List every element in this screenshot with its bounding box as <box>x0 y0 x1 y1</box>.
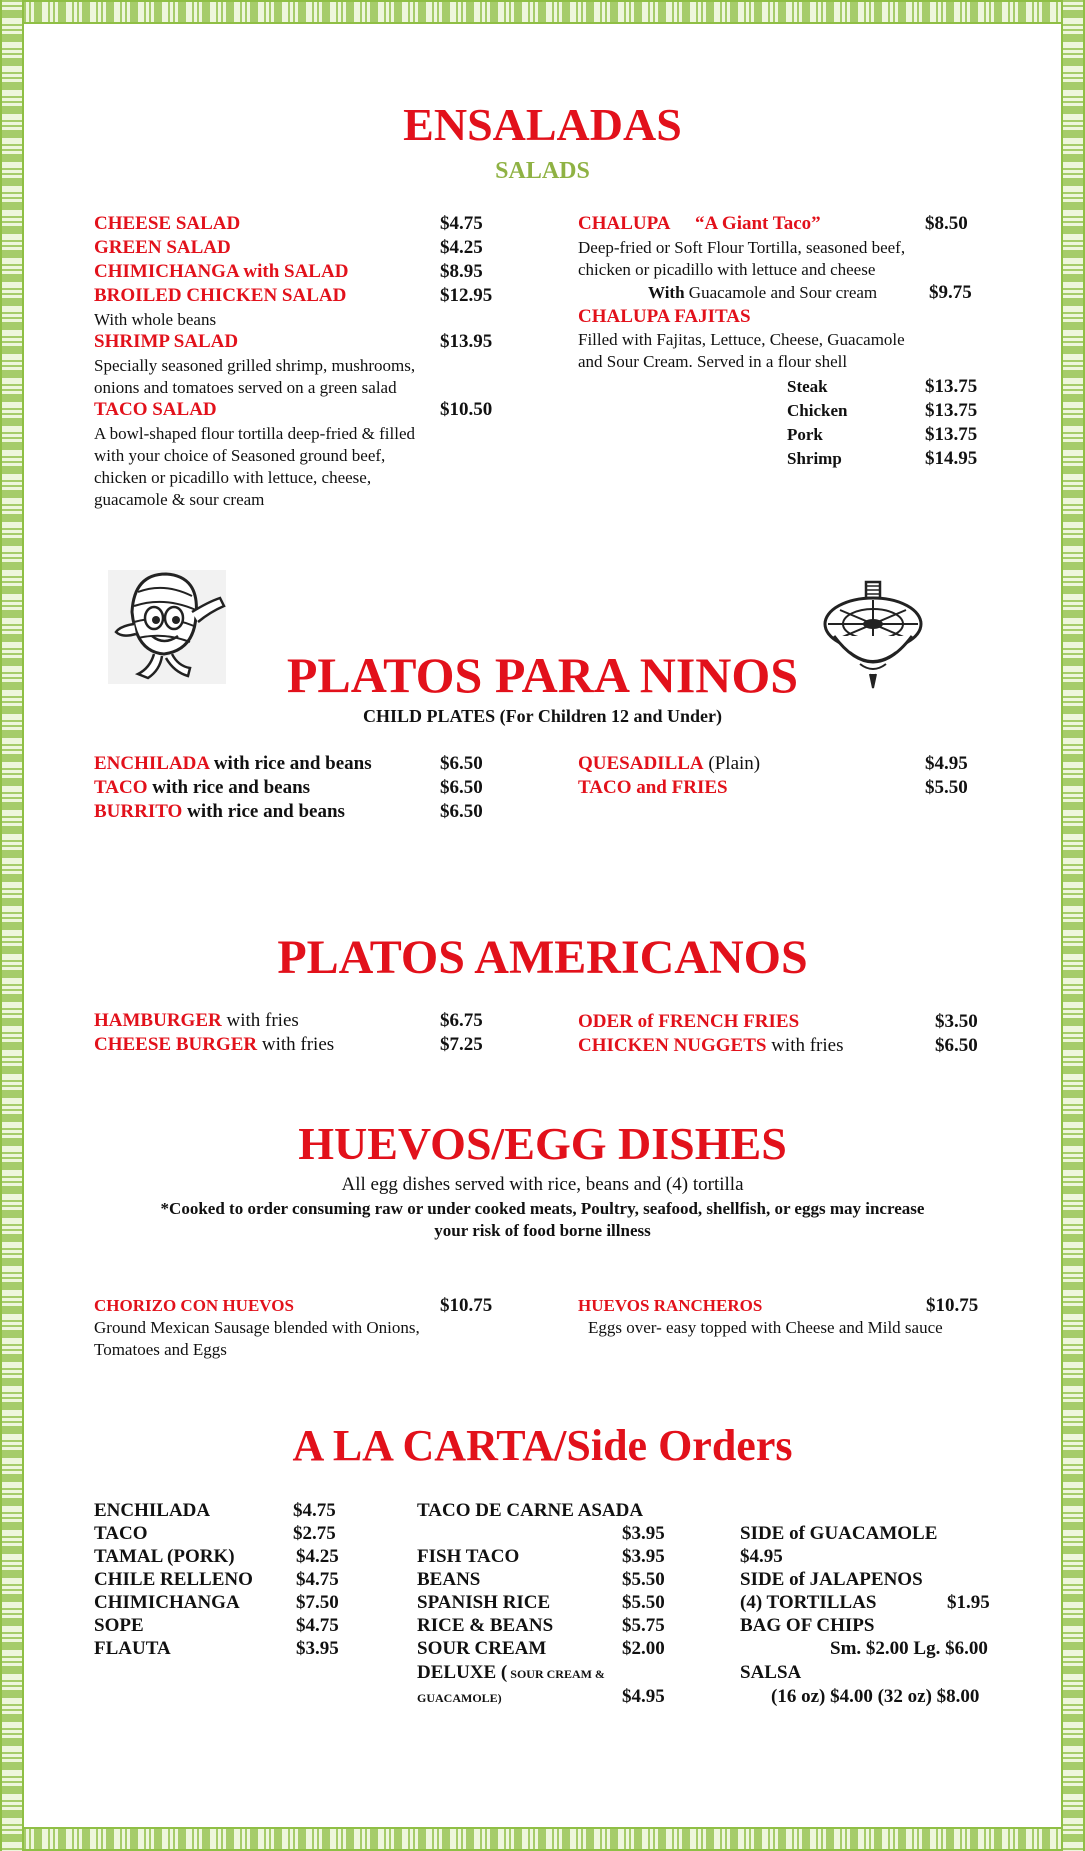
salsa-price: (16 oz) $4.00 (32 oz) $8.00 <box>771 1686 980 1707</box>
chalupa-fajitas-desc-1: Filled with Fajitas, Lettuce, Cheese, Guacamole <box>578 330 905 349</box>
american-right-item <box>578 1034 844 1058</box>
salad-item-desc: A bowl-shaped flour tortilla deep-fried & filled <box>94 424 416 443</box>
side-item-name: FLAUTA <box>94 1638 171 1659</box>
kids-left-item-price: $6.50 <box>440 753 483 774</box>
side-item-price: $4.25 <box>296 1546 339 1567</box>
salad-item-desc: With whole beans <box>94 310 217 329</box>
guacamole-price: $4.95 <box>740 1546 783 1567</box>
border-left <box>0 0 24 1851</box>
kids-left-item-price: $6.50 <box>440 777 483 798</box>
chorizo-price: $10.75 <box>440 1295 493 1316</box>
chorizo-name: CHORIZO CON HUEVOS <box>94 1296 294 1315</box>
salad-item-desc: onions and tomatoes served on a green salad <box>94 378 397 397</box>
kids-left-item-price: $6.50 <box>440 801 483 822</box>
american-left-item-price: $6.75 <box>440 1010 483 1031</box>
fajitas-option-name: Shrimp <box>787 449 842 468</box>
tortillas-price: $1.95 <box>947 1592 990 1613</box>
american-left-item-name: HAMBURGER <box>94 1010 222 1031</box>
salad-item-price: $13.95 <box>440 331 493 352</box>
chalupa-with-price: $9.75 <box>929 282 972 303</box>
chalupa-with-text: Guacamole and Sour cream <box>684 283 878 302</box>
salad-item-price: $4.25 <box>440 237 483 258</box>
side-item-name: SOPE <box>94 1615 144 1636</box>
fajitas-option-name: Pork <box>787 425 823 444</box>
side-item-name: TACO <box>94 1523 148 1544</box>
guacamole-name: SIDE of GUACAMOLE <box>740 1523 938 1544</box>
jalapenos-name: SIDE of JALAPENOS <box>740 1569 923 1590</box>
kids-left-item-detail: with rice and beans <box>182 801 345 822</box>
deluxe-price: $4.95 <box>622 1686 665 1707</box>
chorizo-desc-1: Ground Mexican Sausage blended with Onions, <box>94 1318 420 1337</box>
side-item-name: SOUR CREAM <box>417 1638 547 1659</box>
american-title: PLATOS AMERICANOS <box>277 931 808 984</box>
salad-item-desc: guacamole & sour cream <box>94 490 265 509</box>
border-right <box>1061 0 1085 1851</box>
chips-price: Sm. $2.00 Lg. $6.00 <box>830 1638 988 1659</box>
fajitas-option-price: $13.75 <box>925 424 978 445</box>
side-item-name: FISH TACO <box>417 1546 520 1567</box>
salad-item-name: BROILED CHICKEN SALAD <box>94 285 347 306</box>
american-left-item <box>94 1009 299 1033</box>
salad-item-desc: Specially seasoned grilled shrimp, mushrooms, <box>94 356 416 375</box>
salad-item-desc: chicken or picadillo with lettuce, cheese, <box>94 468 372 487</box>
side-item-price: $3.95 <box>622 1546 665 1567</box>
fajitas-option-price: $13.75 <box>925 376 978 397</box>
kids-right-item-price: $5.50 <box>925 777 968 798</box>
chalupa-fajitas-desc-2: and Sour Cream. Served in a flour shell <box>578 352 848 371</box>
side-item-name: SPANISH RICE <box>417 1592 551 1613</box>
american-left-item <box>94 1033 334 1057</box>
chips-name: BAG OF CHIPS <box>740 1615 875 1636</box>
salad-item-name: SHRIMP SALAD <box>94 331 239 352</box>
side-item-price: $3.95 <box>296 1638 339 1659</box>
kids-left-item-name: ENCHILADA <box>94 753 210 774</box>
salad-item-name: GREEN SALAD <box>94 237 231 258</box>
border-bottom <box>0 1827 1085 1851</box>
deluxe-label: DELUXE ( <box>417 1662 508 1683</box>
fajitas-option-name: Chicken <box>787 401 848 420</box>
side-item-price: $7.50 <box>296 1592 339 1613</box>
kids-left-item <box>94 776 310 800</box>
kids-left-item-detail: with rice and beans <box>147 777 311 798</box>
kids-right-item-price: $4.95 <box>925 753 968 774</box>
side-item-name: CHILE RELLENO <box>94 1569 253 1590</box>
side-item-name: RICE & BEANS <box>417 1615 554 1636</box>
american-right-item <box>578 1010 799 1034</box>
chalupa-tag: “A Giant Taco” <box>695 213 821 234</box>
kids-left-item <box>94 752 372 776</box>
carne-asada-price: $3.95 <box>622 1523 665 1544</box>
eggs-note: All egg dishes served with rice, beans and (4) tortilla <box>341 1174 744 1195</box>
salad-item-price: $4.75 <box>440 213 483 234</box>
chalupa-price: $8.50 <box>925 213 968 234</box>
sides-title: A LA CARTA/Side Orders <box>292 1421 793 1470</box>
deluxe-name <box>417 1661 605 1686</box>
side-item-price: $5.50 <box>622 1569 665 1590</box>
rancheros-price: $10.75 <box>926 1295 979 1316</box>
chalupa-fajitas-name: CHALUPA FAJITAS <box>578 306 751 327</box>
kids-left-item-detail: with rice and beans <box>209 753 372 774</box>
kids-right-item <box>578 776 728 800</box>
side-item-name: TAMAL (PORK) <box>94 1546 235 1567</box>
fajitas-option-name: Steak <box>787 377 828 396</box>
salads-subtitle: SALADS <box>495 158 590 184</box>
deluxe-small-1: SOUR CREAM & <box>507 1667 605 1681</box>
side-item-name: BEANS <box>417 1569 481 1590</box>
carne-asada-name: TACO DE CARNE ASADA <box>417 1500 644 1521</box>
american-right-item-detail: with fries <box>766 1035 844 1056</box>
kids-right-item-detail: (Plain) <box>703 753 761 774</box>
american-left-item-detail: with fries <box>257 1034 335 1055</box>
side-item-price: $4.75 <box>293 1500 336 1521</box>
fajitas-option-price: $14.95 <box>925 448 978 469</box>
american-left-item-price: $7.25 <box>440 1034 483 1055</box>
side-item-name: ENCHILADA <box>94 1500 211 1521</box>
kids-right-item-name: TACO and FRIES <box>578 777 728 798</box>
kids-right-item <box>578 752 760 776</box>
chalupa-desc-1: Deep-fried or Soft Flour Tortilla, seasoned beef, <box>578 238 906 257</box>
fajitas-option-price: $13.75 <box>925 400 978 421</box>
salads-title: ENSALADAS <box>403 99 682 150</box>
salad-item-price: $10.50 <box>440 399 493 420</box>
kids-right-item-name: QUESADILLA <box>578 753 704 774</box>
side-item-price: $5.75 <box>622 1615 665 1636</box>
border-top <box>0 0 1085 24</box>
eggs-warning-2: your risk of food borne illness <box>434 1221 651 1240</box>
salad-item-name: CHEESE SALAD <box>94 213 241 234</box>
chalupa-with-bold: With <box>648 283 685 302</box>
tortillas-name: (4) TORTILLAS <box>740 1592 877 1613</box>
american-left-item-name: CHEESE BURGER <box>94 1034 258 1055</box>
eggs-warning-1: *Cooked to order consuming raw or under cooked meats, Poultry, seafood, shellfish, or eggs may increase <box>160 1199 925 1218</box>
kids-left-item-name: BURRITO <box>94 801 183 822</box>
kids-title: PLATOS PARA NINOS <box>286 647 799 703</box>
salad-item-price: $12.95 <box>440 285 493 306</box>
side-item-price: $5.50 <box>622 1592 665 1613</box>
chalupa-name: CHALUPA <box>578 213 671 234</box>
american-right-item-name: CHICKEN NUGGETS <box>578 1035 767 1056</box>
chalupa-with <box>648 282 877 304</box>
kids-left-item <box>94 800 345 824</box>
side-item-price: $4.75 <box>296 1615 339 1636</box>
kids-subtitle: CHILD PLATES (For Children 12 and Under) <box>362 706 723 726</box>
rancheros-name: HUEVOS RANCHEROS <box>578 1296 763 1315</box>
side-item-price: $4.75 <box>296 1569 339 1590</box>
american-left-item-detail: with fries <box>221 1010 299 1031</box>
eggs-title: HUEVOS/EGG DISHES <box>298 1118 787 1169</box>
salad-item-name: TACO SALAD <box>94 399 217 420</box>
american-right-item-price: $3.50 <box>935 1011 978 1032</box>
kids-left-item-name: TACO <box>94 777 148 798</box>
side-item-price: $2.75 <box>293 1523 336 1544</box>
chalupa-desc-2: chicken or picadillo with lettuce and cheese <box>578 260 876 279</box>
american-right-item-price: $6.50 <box>935 1035 978 1056</box>
chorizo-desc-2: Tomatoes and Eggs <box>94 1340 227 1359</box>
side-item-name: CHIMICHANGA <box>94 1592 240 1613</box>
rancheros-desc: Eggs over- easy topped with Cheese and Mild sauce <box>588 1318 943 1337</box>
american-right-item-name: ODER of FRENCH FRIES <box>578 1011 800 1032</box>
salad-item-name: CHIMICHANGA with SALAD <box>94 261 349 282</box>
salad-item-desc: with your choice of Seasoned ground beef, <box>94 446 386 465</box>
salsa-name: SALSA <box>740 1662 802 1683</box>
deluxe-small-2: GUACAMOLE) <box>417 1691 502 1705</box>
salad-item-price: $8.95 <box>440 261 483 282</box>
side-item-price: $2.00 <box>622 1638 665 1659</box>
